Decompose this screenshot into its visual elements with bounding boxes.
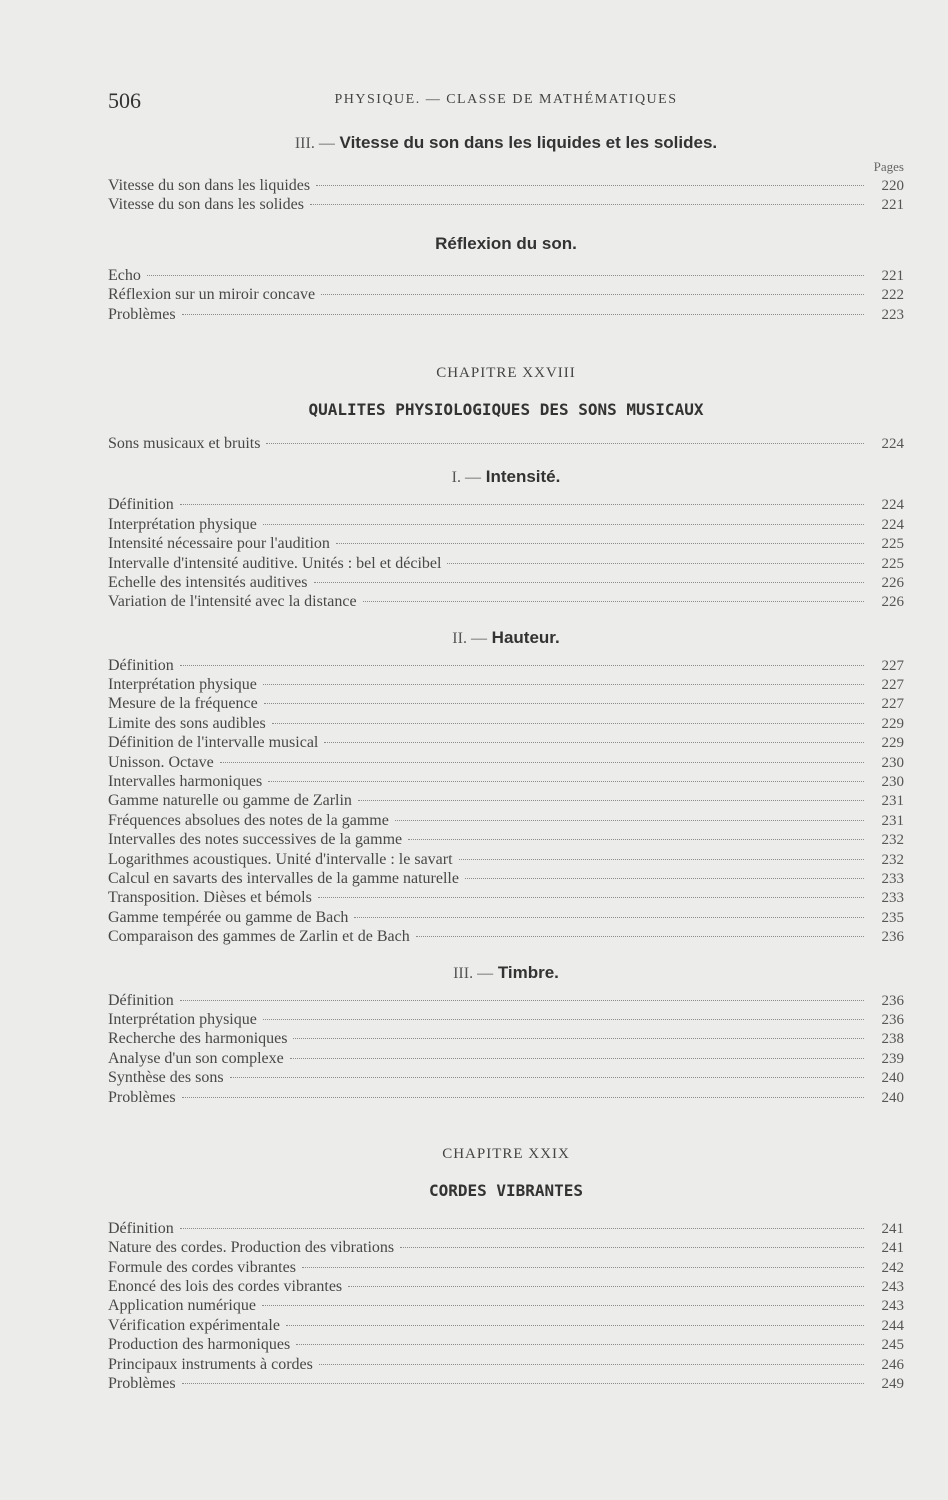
entry-list-hauteur xyxy=(108,656,904,947)
entry-label: Synthèse des sons xyxy=(108,1069,224,1087)
dot-leader xyxy=(286,1325,864,1326)
chapter-title-28: QUALITES PHYSIOLOGIQUES DES SONS MUSICAUX xyxy=(308,399,704,419)
dot-leader xyxy=(262,1305,864,1306)
entry-page: 226 xyxy=(881,594,904,611)
toc-entry[interactable] xyxy=(108,656,904,675)
section-heading-intensite xyxy=(108,465,904,489)
dot-leader xyxy=(395,820,864,821)
section-heading-vitesse xyxy=(108,132,904,154)
entry-page: 244 xyxy=(881,1317,904,1334)
entry-page: 236 xyxy=(881,929,904,946)
toc-entry[interactable] xyxy=(108,1355,904,1374)
running-title: PHYSIQUE. — CLASSE DE MATHÉMATIQUES xyxy=(334,92,678,107)
entry-label: Recherche des harmoniques xyxy=(108,1030,288,1048)
entry-page: 232 xyxy=(881,851,904,868)
entry-label: Vitesse du son dans les liquides xyxy=(108,177,311,194)
entry-page: 222 xyxy=(881,287,904,304)
dot-leader xyxy=(324,742,864,743)
toc-entry[interactable] xyxy=(108,927,904,946)
dot-leader xyxy=(180,504,864,505)
entry-page: 232 xyxy=(881,832,904,849)
entry-label: Logarithmes acoustiques. Unité d'intervalle : le savart xyxy=(108,850,453,868)
dot-leader xyxy=(230,1077,864,1078)
entry-label: Vitesse du son dans les solides xyxy=(108,196,304,214)
entry-label: Sons musicaux et bruits xyxy=(108,434,261,452)
dot-leader xyxy=(180,1228,864,1229)
toc-entry[interactable] xyxy=(108,830,904,849)
entry-label: Problèmes xyxy=(108,1088,176,1106)
dot-leader xyxy=(408,839,864,840)
entry-label: Principaux instruments à cordes xyxy=(108,1355,313,1373)
toc-entry[interactable] xyxy=(108,888,904,907)
toc-entry[interactable] xyxy=(108,811,904,830)
entry-page: 243 xyxy=(881,1298,904,1315)
entry-page: 240 xyxy=(881,1089,904,1106)
dot-leader xyxy=(310,204,864,205)
dot-leader xyxy=(363,601,864,602)
chapter-label-28: CHAPITRE XXVIII xyxy=(436,364,576,381)
dot-leader xyxy=(416,936,864,937)
entry-page: 227 xyxy=(881,657,904,674)
entry-label: Calcul en savarts des intervalles de la gamme naturelle xyxy=(108,869,459,887)
section-roman: III. — xyxy=(294,135,335,152)
entry-label: Mesure de la fréquence xyxy=(108,695,258,713)
entry-label: Vérification expérimentale xyxy=(108,1316,280,1334)
toc-entry[interactable] xyxy=(108,285,904,304)
entry-label: Définition xyxy=(108,991,174,1009)
entry-label: Réflexion sur un miroir concave xyxy=(108,286,316,304)
entry-label: Fréquences absolues des notes de la gamme xyxy=(108,811,389,829)
dot-leader xyxy=(180,665,864,666)
entry-label: Nature des cordes. Production des vibrations xyxy=(108,1239,395,1257)
entry-label: Echo xyxy=(108,266,141,284)
dot-leader xyxy=(272,723,864,724)
dot-leader xyxy=(182,1383,864,1384)
entry-label: Echelle des intensités auditives xyxy=(108,573,308,591)
entry-label: Analyse d'un son complexe xyxy=(108,1049,284,1067)
toc-entry[interactable] xyxy=(108,305,904,324)
toc-entry[interactable] xyxy=(108,534,904,553)
entry-list-timbre xyxy=(108,991,904,1107)
dot-leader xyxy=(348,1286,864,1287)
section-title: Hauteur. xyxy=(491,627,560,647)
toc-entry[interactable] xyxy=(108,1049,904,1068)
entry-label: Limite des sons audibles xyxy=(108,714,266,732)
entry-list-vitesse xyxy=(108,176,904,215)
toc-entry[interactable] xyxy=(108,592,904,611)
pages-column-label: Pages xyxy=(873,159,904,174)
dot-leader xyxy=(314,582,865,583)
section-title: Timbre. xyxy=(497,962,559,982)
entry-label: Transposition. Dièses et bémols xyxy=(108,889,312,907)
entry-label: Problèmes xyxy=(108,305,176,323)
entry-page: 235 xyxy=(881,909,904,926)
entry-label: Variation de l'intensité avec la distance xyxy=(108,593,357,611)
entry-label: Problèmes xyxy=(108,1375,176,1393)
section-roman: II. — xyxy=(452,629,487,647)
entry-label: Enoncé des lois des cordes vibrantes xyxy=(108,1278,343,1296)
entry-page: 236 xyxy=(881,1011,904,1028)
dot-leader xyxy=(263,684,864,685)
toc-entry[interactable] xyxy=(108,266,904,285)
entry-page: 220 xyxy=(881,178,904,194)
toc-entry[interactable] xyxy=(108,1029,904,1048)
toc-entry[interactable] xyxy=(108,554,904,573)
toc-entry[interactable] xyxy=(108,1238,904,1257)
entry-label: Interprétation physique xyxy=(108,1010,257,1028)
dot-leader xyxy=(290,1058,864,1059)
entry-label: Gamme tempérée ou gamme de Bach xyxy=(108,908,349,926)
dot-leader xyxy=(293,1038,864,1039)
entry-page: 231 xyxy=(881,793,904,810)
chapter-label-29: CHAPITRE XXIX xyxy=(442,1145,570,1162)
section-heading-hauteur xyxy=(108,626,904,650)
toc-entry[interactable] xyxy=(108,694,904,713)
entry-page: 233 xyxy=(881,890,904,907)
entry-page: 223 xyxy=(881,306,904,323)
dot-leader xyxy=(302,1267,864,1268)
dot-leader xyxy=(182,314,864,315)
toc-entry[interactable] xyxy=(108,675,904,694)
section-title: Intensité. xyxy=(485,467,561,487)
entry-page: 241 xyxy=(881,1220,904,1237)
dot-leader xyxy=(264,703,864,704)
entry-page: 242 xyxy=(881,1259,904,1276)
entry-label: Définition de l'intervalle musical xyxy=(108,734,319,752)
dot-leader xyxy=(263,1019,864,1020)
dot-leader xyxy=(465,878,864,879)
dot-leader xyxy=(147,275,864,276)
section-roman: III. — xyxy=(453,964,494,982)
section-title: Réflexion du son. xyxy=(435,233,577,253)
dot-leader xyxy=(319,1364,864,1365)
toc-entry[interactable] xyxy=(108,176,904,195)
entry-page: 224 xyxy=(881,497,904,514)
entry-label: Intervalles des notes successives de la gamme xyxy=(108,831,403,849)
entry-list-chapter28 xyxy=(108,434,904,453)
toc-entry[interactable] xyxy=(108,515,904,534)
entry-page: 221 xyxy=(881,267,904,284)
entry-page: 239 xyxy=(881,1050,904,1067)
dot-leader xyxy=(336,543,864,544)
entry-label: Intervalles harmoniques xyxy=(108,773,263,791)
entry-page: 245 xyxy=(881,1337,904,1354)
toc-entry[interactable] xyxy=(108,850,904,869)
table-of-contents xyxy=(108,132,904,1393)
entry-page: 227 xyxy=(881,696,904,713)
entry-page: 227 xyxy=(881,677,904,694)
toc-entry[interactable] xyxy=(108,1316,904,1335)
toc-entry[interactable] xyxy=(108,753,904,772)
dot-leader xyxy=(318,897,864,898)
entry-page: 229 xyxy=(881,735,904,752)
entry-label: Application numérique xyxy=(108,1297,256,1315)
entry-list-intensite xyxy=(108,495,904,611)
toc-entry[interactable] xyxy=(108,714,904,733)
entry-list-chapter29 xyxy=(108,1219,904,1394)
entry-label: Interprétation physique xyxy=(108,515,257,533)
toc-entry[interactable] xyxy=(108,791,904,810)
entry-page: 238 xyxy=(881,1031,904,1048)
entry-label: Définition xyxy=(108,1219,174,1237)
dot-leader xyxy=(296,1344,864,1345)
entry-label: Formule des cordes vibrantes xyxy=(108,1258,296,1276)
entry-label: Interprétation physique xyxy=(108,676,257,694)
toc-entry[interactable] xyxy=(108,1277,904,1296)
entry-page: 226 xyxy=(881,574,904,591)
entry-page: 229 xyxy=(881,715,904,732)
entry-label: Définition xyxy=(108,496,174,514)
dot-leader xyxy=(268,781,864,782)
entry-page: 236 xyxy=(881,992,904,1009)
entry-label: Production des harmoniques xyxy=(108,1336,291,1354)
entry-label: Intervalle d'intensité auditive. Unités : bel et décibel xyxy=(108,554,442,572)
entry-page: 225 xyxy=(881,555,904,572)
toc-entry[interactable] xyxy=(108,772,904,791)
entry-page: 231 xyxy=(881,812,904,829)
dot-leader xyxy=(220,762,864,763)
entry-list-reflexion xyxy=(108,266,904,324)
section-heading-reflexion xyxy=(108,232,904,256)
entry-page: 243 xyxy=(881,1279,904,1296)
section-roman: I. — xyxy=(451,469,481,487)
dot-leader xyxy=(400,1247,864,1248)
entry-page: 246 xyxy=(881,1356,904,1373)
page-number: 506 xyxy=(108,88,141,113)
entry-label: Intensité nécessaire pour l'audition xyxy=(108,535,330,553)
dot-leader xyxy=(354,917,864,918)
entry-page: 233 xyxy=(881,870,904,887)
toc-entry[interactable] xyxy=(108,495,904,514)
dot-leader xyxy=(459,859,864,860)
toc-entry[interactable] xyxy=(108,434,904,453)
toc-entry[interactable] xyxy=(108,991,904,1010)
toc-entry[interactable] xyxy=(108,733,904,752)
entry-label: Définition xyxy=(108,656,174,674)
toc-entry[interactable] xyxy=(108,1088,904,1107)
toc-entry[interactable] xyxy=(108,1219,904,1238)
toc-entry[interactable] xyxy=(108,1335,904,1354)
dot-leader xyxy=(180,1000,864,1001)
entry-label: Gamme naturelle ou gamme de Zarlin xyxy=(108,792,352,810)
dot-leader xyxy=(358,800,864,801)
entry-page: 230 xyxy=(881,774,904,791)
dot-leader xyxy=(316,185,864,186)
toc-entry[interactable] xyxy=(108,573,904,592)
dot-leader xyxy=(182,1097,864,1098)
section-heading-timbre xyxy=(108,961,904,985)
toc-entry[interactable] xyxy=(108,1296,904,1315)
entry-label: Comparaison des gammes de Zarlin et de Bach xyxy=(108,928,410,946)
entry-page: 230 xyxy=(881,754,904,771)
entry-page: 224 xyxy=(881,435,904,452)
dot-leader xyxy=(321,294,864,295)
toc-entry[interactable] xyxy=(108,1258,904,1277)
toc-entry[interactable] xyxy=(108,1374,904,1393)
toc-entry[interactable] xyxy=(108,869,904,888)
entry-label: Unisson. Octave xyxy=(108,753,214,771)
toc-entry[interactable] xyxy=(108,1068,904,1087)
toc-entry[interactable] xyxy=(108,195,904,214)
entry-page: 241 xyxy=(881,1240,904,1257)
entry-page: 240 xyxy=(881,1070,904,1087)
running-head xyxy=(108,88,904,112)
entry-page: 221 xyxy=(881,197,904,214)
dot-leader xyxy=(266,443,864,444)
entry-page: 224 xyxy=(881,516,904,533)
dot-leader xyxy=(263,524,864,525)
toc-entry[interactable] xyxy=(108,908,904,927)
entry-page: 249 xyxy=(881,1376,904,1393)
chapter-title-29: CORDES VIBRANTES xyxy=(428,1180,584,1200)
section-title: Vitesse du son dans les liquides et les solides. xyxy=(339,133,718,152)
toc-entry[interactable] xyxy=(108,1010,904,1029)
dot-leader xyxy=(447,563,864,564)
entry-page: 225 xyxy=(881,536,904,553)
